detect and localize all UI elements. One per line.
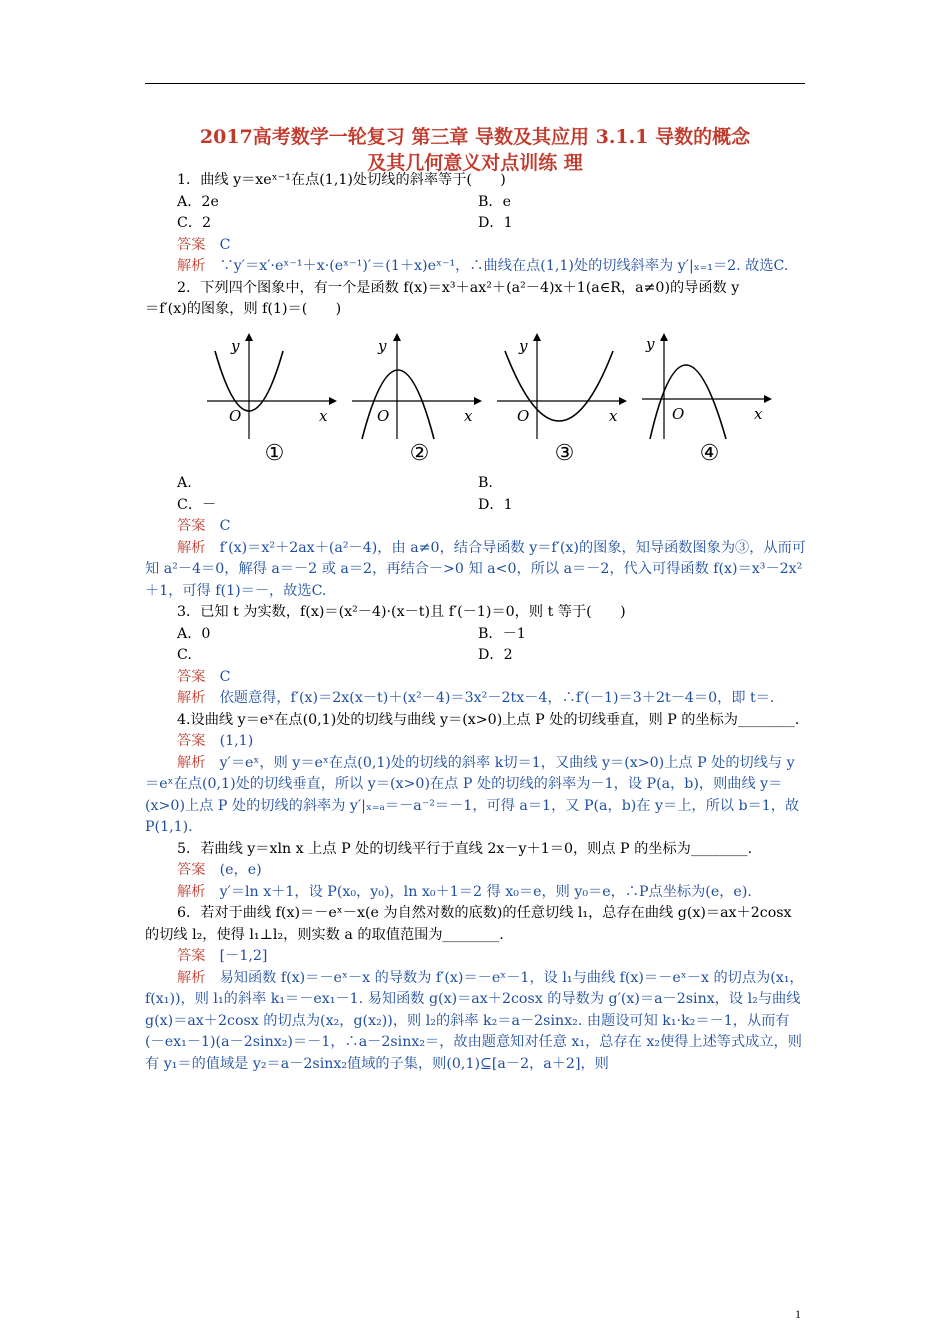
q2-figures — [207, 331, 777, 468]
solution-label: 解析 — [177, 754, 206, 771]
solution-label: 解析 — [177, 690, 206, 706]
q3-options-row1 — [145, 624, 807, 646]
graph-4 — [642, 331, 777, 443]
document-body — [145, 170, 807, 1075]
q5-stem: 5．若曲线 y＝xln x 上点 P 处的切线平行于直线 2x－y＋1＝0，则点 P 的坐标为________. — [177, 840, 753, 857]
q4-stem: 4.设曲线 y＝eˣ在点(0,1)处的切线与曲线 y＝(x>0)上点 P 处的切线垂直，则 P 的坐标为________. — [177, 711, 800, 728]
q3-answer — [145, 667, 807, 689]
q1-solution — [145, 256, 807, 278]
answer-value: C — [219, 518, 231, 534]
q2-stem-line2: ＝f′(x)的图象，则 f(1)＝( ) — [145, 301, 342, 317]
answer-value: (1,1) — [219, 733, 254, 749]
q1-option-d: D．1 — [478, 215, 513, 231]
answer-label: 答案 — [177, 236, 206, 253]
axis-y-label: y — [231, 336, 240, 355]
q3-options-row2 — [145, 645, 807, 667]
q1-option-b: B．e — [478, 193, 512, 210]
q6-solution — [145, 968, 807, 1076]
q2-answer — [145, 516, 807, 538]
page-number: 1 — [795, 1307, 801, 1321]
q2-options-row1 — [145, 473, 807, 495]
answer-value: C — [219, 236, 231, 253]
graph-3 — [497, 331, 632, 443]
figure-label-1: ① — [264, 440, 285, 466]
solution-label: 解析 — [177, 258, 206, 274]
q1-options-row1 — [145, 192, 807, 214]
graph-1 — [207, 331, 342, 443]
origin-label: O — [229, 406, 242, 425]
answer-value: (e，e) — [219, 862, 262, 878]
q3-option-b: B．－1 — [478, 625, 526, 642]
q6-answer — [145, 946, 807, 968]
q3-option-a: A．0 — [177, 625, 211, 642]
solution-text: y′＝ln x＋1，设 P(x₀，y₀)，ln x₀＋1＝2 得 x₀＝e，则 y₀＝e，∴P点坐标为(e，e). — [219, 883, 752, 900]
q2-solution — [145, 538, 807, 603]
solution-text: 易知函数 f(x)＝－eˣ－x 的导数为 f′(x)＝－eˣ－1，设 l₁与曲线 f(x)＝－eˣ－x 的切点为(x₁，f(x₁))，则 l₁的斜率 k₁＝－ex₁－1. 易知函数 g(x)＝ax＋2cosx 的导数为 g′(x)＝a－2sinx，设 l₂与曲线 g(x)＝ax＋2cosx 的切点为(x₂，g(x₂))，则 l₂的斜率 k₂＝a－2sinx₂. 由题设可知 k₁·k₂＝－1，从而有(－ex₁－1)(a－2sinx₂)＝－1，∴a－2sinx₂＝，故由题意知对任意 x₁，总存在 x₂使得上述等式成立，则有 y₁＝的值域是 y₂＝a－2sinx₂值域的子集，则(0,1)⊆[a－2，a＋2]，则 — [145, 969, 804, 1072]
q3-stem: 3．已知 t 为实数，f(x)＝(x²－4)·(x－t)且 f′(－1)＝0，则 t 等于( ) — [177, 604, 626, 620]
axis-y-label: y — [646, 334, 655, 353]
q1-stem: 1．曲线 y＝xeˣ⁻¹在点(1,1)处切线的斜率等于( ) — [177, 172, 506, 188]
q3-solution — [145, 688, 807, 710]
answer-label: 答案 — [177, 668, 206, 685]
graph-2 — [352, 331, 487, 443]
q2-option-d: D．1 — [478, 496, 513, 513]
header-rule — [145, 83, 805, 84]
answer-label: 答案 — [177, 862, 206, 878]
answer-label: 答案 — [177, 518, 206, 534]
title-line-2: 及其几何意义对点训练 理 — [367, 152, 583, 174]
q5-answer — [145, 860, 807, 882]
figure-label-3: ③ — [554, 440, 575, 466]
q1-answer — [145, 235, 807, 257]
q4-solution — [145, 753, 807, 839]
q3-option-d: D．2 — [478, 647, 513, 663]
answer-label: 答案 — [177, 733, 206, 749]
figure-label-2: ② — [409, 440, 430, 466]
solution-text: 依题意得，f′(x)＝2x(x－t)＋(x²－4)＝3x²－2tx－4，∴f′(－1)＝3＋2t－4＝0，即 t＝. — [219, 690, 775, 706]
axis-x-label: x — [754, 404, 763, 423]
axis-x-label: x — [319, 406, 328, 425]
axis-x-label: x — [464, 406, 473, 425]
figure-4 — [642, 331, 777, 468]
solution-label: 解析 — [177, 539, 206, 556]
origin-label: O — [672, 404, 685, 423]
figure-1 — [207, 331, 342, 468]
axis-y-label: y — [378, 336, 387, 355]
answer-value: [－1,2] — [219, 948, 268, 964]
solution-text: ∵y′＝x′·eˣ⁻¹＋x·(eˣ⁻¹)′＝(1＋x)eˣ⁻¹，∴曲线在点(1,1)处的切线斜率为 y′|ₓ₌₁＝2. 故选C. — [219, 258, 789, 274]
answer-label: 答案 — [177, 948, 206, 964]
origin-label: O — [377, 406, 390, 425]
answer-value: C — [219, 668, 231, 685]
q1-option-a: A．2e — [177, 193, 219, 210]
origin-label: O — [517, 406, 530, 425]
q6-stem: 6．若对于曲线 f(x)＝－eˣ－x(e 为自然对数的底数)的任意切线 l₁，总存在曲线 g(x)＝ax＋2cosx 的切线 l₂，使得 l₁⊥l₂，则实数 a 的取值范围为________. — [145, 905, 792, 943]
q2-stem-line1: 2．下列四个图象中，有一个是函数 f(x)＝x³＋ax²＋(a²－4)x＋1(a∈R，a≠0)的导函数 y — [177, 279, 740, 296]
figure-3 — [497, 331, 632, 468]
q4-answer — [145, 731, 807, 753]
q3-option-c: C. — [177, 647, 192, 663]
q2-option-c: C．－ — [177, 496, 217, 513]
q2-option-b: B. — [478, 475, 493, 491]
q2-option-a: A. — [177, 475, 192, 491]
solution-label: 解析 — [177, 883, 206, 900]
axis-x-label: x — [609, 406, 618, 425]
axis-y-label: y — [519, 336, 528, 355]
document-title — [145, 124, 805, 176]
q5-solution — [145, 882, 807, 904]
q1-options-row2 — [145, 213, 807, 235]
figure-label-4: ④ — [699, 440, 720, 466]
q1-option-c: C．2 — [177, 215, 212, 231]
solution-text: y′＝eˣ，则 y＝eˣ在点(0,1)处的切线的斜率 k切＝1，又曲线 y＝(x>0)上点 P 处的切线与 y＝eˣ在点(0,1)处的切线垂直，所以 y＝(x>0)在点 P 处的切线的斜率为－1，设 P(a，b)，则曲线 y＝(x>0)上点 P 处的切线的斜率为 y′|ₓ₌ₐ＝－a⁻²＝－1，可得 a＝1，又 P(a，b)在 y＝上，所以 b＝1，故 P(1,1). — [145, 754, 800, 835]
solution-label: 解析 — [177, 969, 206, 986]
solution-text: f′(x)＝x²＋2ax＋(a²－4)，由 a≠0，结合导函数 y＝f′(x)的图象，知导函数图象为③，从而可知 a²－4＝0，解得 a＝－2 或 a＝2，再结合－>0 知 a<0，所以 a＝－2，代入可得函数 f(x)＝x³－2x²＋1，可得 f(1)＝－，故选C. — [145, 539, 806, 599]
figure-2 — [352, 331, 487, 468]
title-line-1: 2017高考数学一轮复习 第三章 导数及其应用 3.1.1 导数的概念 — [199, 126, 751, 148]
q2-options-row2 — [145, 495, 807, 517]
